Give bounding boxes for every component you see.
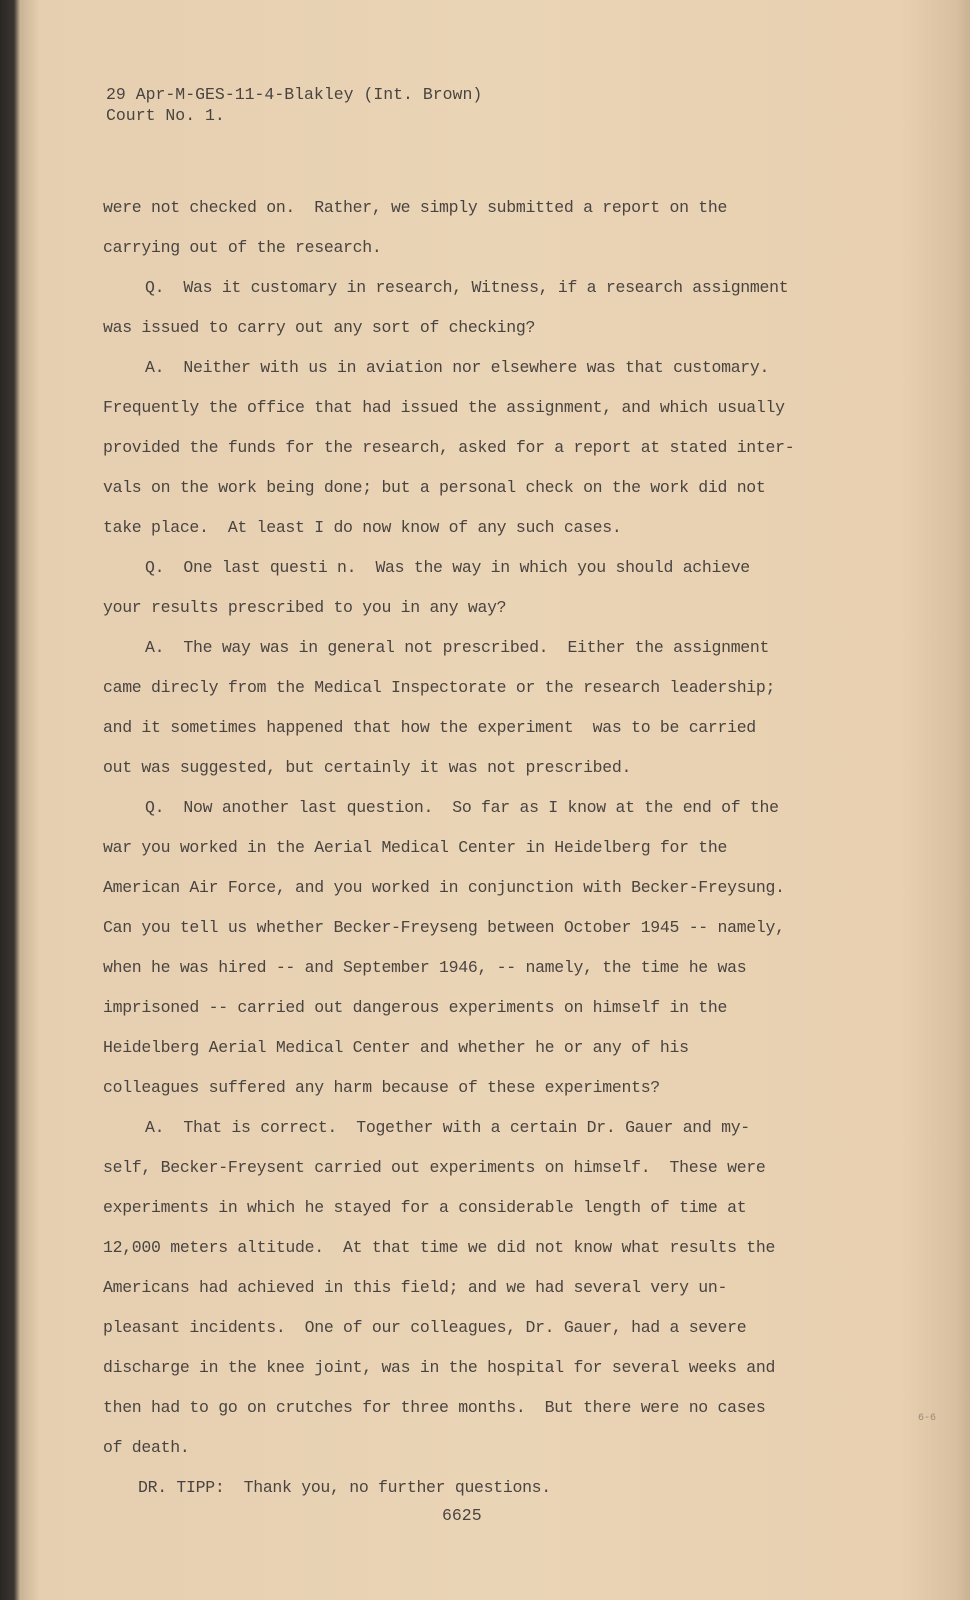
text-line: vals on the work being done; but a personal check on the work did not [103,478,766,497]
text-line: then had to go on crutches for three months. But there were no cases [103,1398,766,1417]
text-line: Q. One last questi n. Was the way in which you should achieve [145,558,750,577]
text-line: when he was hired -- and September 1946, -- namely, the time he was [103,958,747,977]
text-line: your results prescribed to you in any way? [103,598,507,617]
transcript-body [103,188,863,1508]
text-line: Frequently the office that had issued the assignment, and which usually [103,398,785,417]
text-line: war you worked in the Aerial Medical Center in Heidelberg for the [103,838,728,857]
transcript-paragraph [103,1468,863,1508]
text-line: carrying out of the research. [103,238,382,257]
text-line: DR. TIPP: Thank you, no further questions. [138,1478,551,1497]
transcript-paragraph [103,628,863,788]
text-line: of death. [103,1438,190,1457]
text-line: experiments in which he stayed for a considerable length of time at [103,1198,747,1217]
text-line: take place. At least I do now know of any such cases. [103,518,622,537]
text-line: A. That is correct. Together with a certain Dr. Gauer and my- [145,1118,750,1137]
document-header [106,84,482,126]
transcript-paragraph [103,1108,863,1468]
text-line: American Air Force, and you worked in conjunction with Becker-Freysung. [103,878,785,897]
transcript-paragraph [103,548,863,628]
text-line: came direcly from the Medical Inspectorate or the research leadership; [103,678,776,697]
text-line: discharge in the knee joint, was in the hospital for several weeks and [103,1358,776,1377]
transcript-paragraph [103,348,863,548]
text-line: Q. Was it customary in research, Witness, if a research assignment [145,278,789,297]
text-line: imprisoned -- carried out dangerous experiments on himself in the [103,998,728,1017]
header-court-line: Court No. 1. [106,106,225,125]
page-number: 6625 [442,1506,482,1525]
text-line: out was suggested, but certainly it was not prescribed. [103,758,632,777]
text-line: Americans had achieved in this field; and we had several very un- [103,1278,728,1297]
text-line: colleagues suffered any harm because of these experiments? [103,1078,660,1097]
text-line: were not checked on. Rather, we simply submitted a report on the [103,198,728,217]
text-line: pleasant incidents. One of our colleagues, Dr. Gauer, had a severe [103,1318,747,1337]
transcript-paragraph [103,268,863,348]
text-line: A. The way was in general not prescribed. Either the assignment [145,638,770,657]
header-case-line: 29 Apr-M-GES-11-4-Blakley (Int. Brown) [106,85,483,104]
text-line: self, Becker-Freysent carried out experiments on himself. These were [103,1158,766,1177]
text-line: Can you tell us whether Becker-Freyseng between October 1945 -- namely, [103,918,785,937]
text-line: and it sometimes happened that how the experiment was to be carried [103,718,756,737]
text-line: provided the funds for the research, asked for a report at stated inter- [103,438,795,457]
transcript-paragraph [103,188,863,268]
text-line: Q. Now another last question. So far as I know at the end of the [145,798,779,817]
margin-mark: 6-6 [918,1413,937,1424]
text-line: Heidelberg Aerial Medical Center and whether he or any of his [103,1038,689,1057]
text-line: A. Neither with us in aviation nor elsewhere was that customary. [145,358,770,377]
transcript-paragraph [103,788,863,1108]
text-line: was issued to carry out any sort of checking? [103,318,536,337]
text-line: 12,000 meters altitude. At that time we did not know what results the [103,1238,776,1257]
